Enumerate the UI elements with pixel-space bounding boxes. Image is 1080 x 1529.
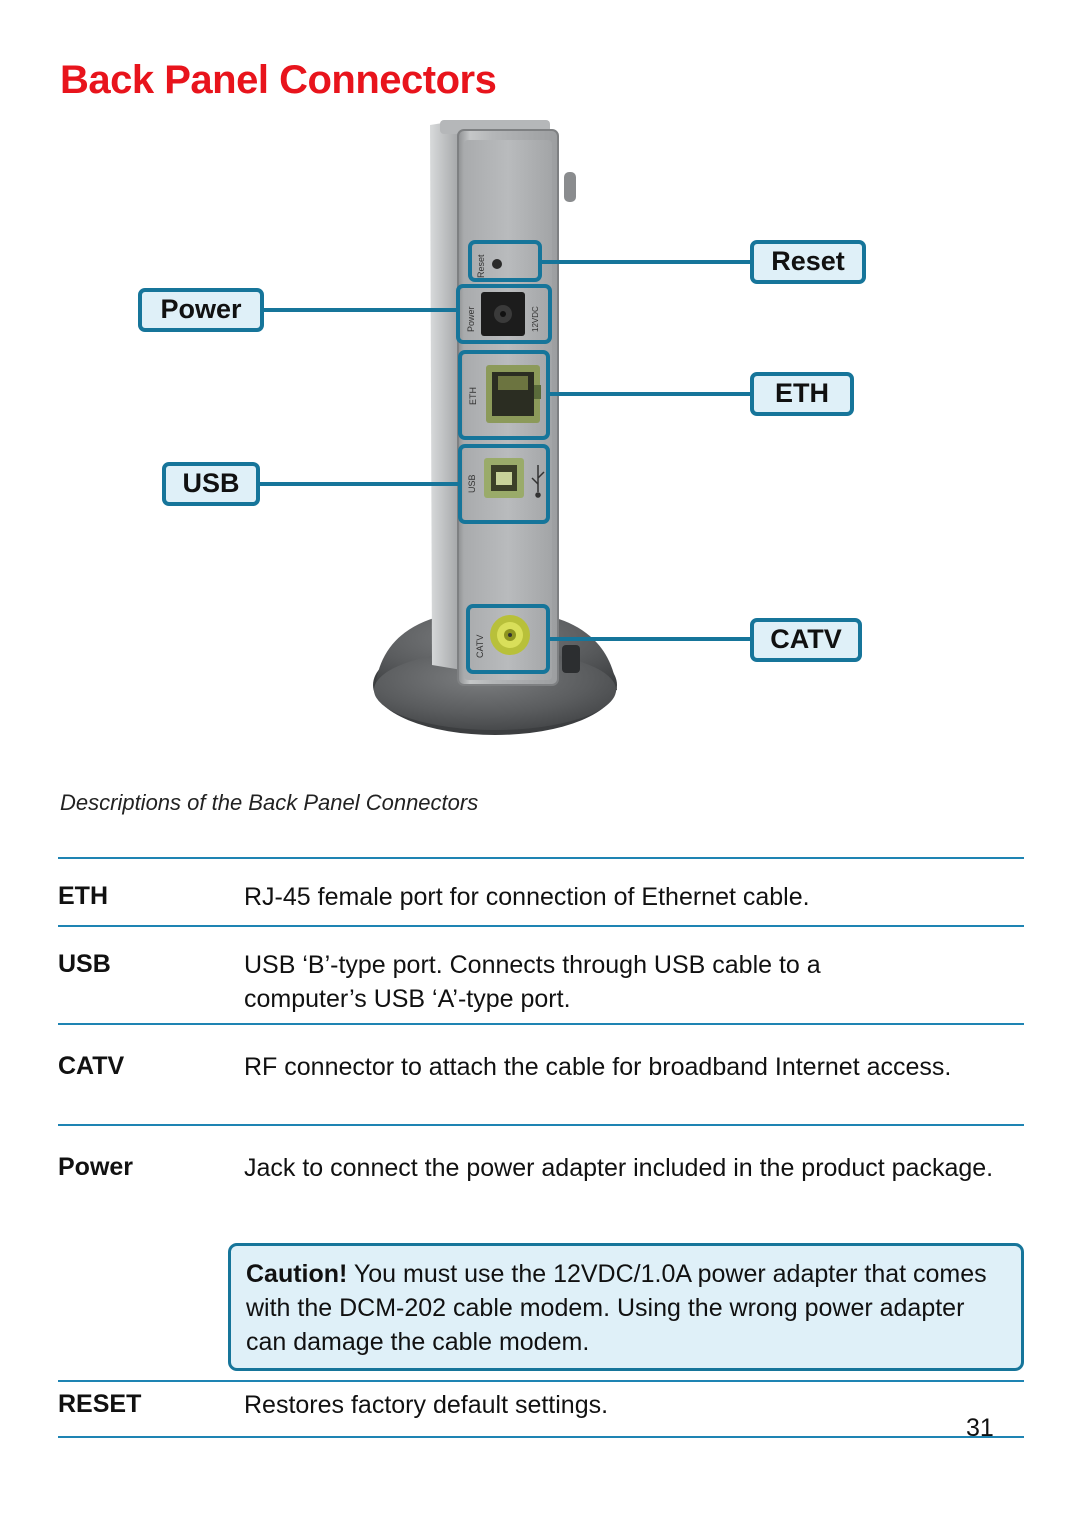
desc-eth: RJ-45 female port for connection of Ethernet cable. [244, 883, 810, 911]
desc-reset: Restores factory default settings. [244, 1391, 609, 1419]
table-rule [58, 1436, 1024, 1438]
caution-label: Caution! [246, 1260, 348, 1288]
device-label-voltage: 12VDC [531, 306, 540, 332]
device-label-usb: USB [467, 474, 477, 493]
table-rule [58, 857, 1024, 859]
table-rule [58, 1380, 1024, 1382]
callout-power: Power [138, 288, 264, 332]
device-label-eth: ETH [468, 387, 478, 405]
term-usb: USB [58, 950, 111, 978]
table-rule [58, 1023, 1024, 1025]
figure-caption: Descriptions of the Back Panel Connectors [60, 790, 479, 815]
reset-pinhole-icon [492, 259, 502, 269]
page-title: Back Panel Connectors [60, 58, 497, 102]
device-label-power: Power [466, 306, 476, 332]
callout-catv: CATV [750, 618, 862, 662]
term-eth: ETH [58, 882, 108, 910]
callout-reset: Reset [750, 240, 866, 284]
caution-text: You must use the 12VDC/1.0A power adapter that comes with the DCM-202 cable modem. Using the wrong power adapter can damage the cable modem. [246, 1260, 987, 1356]
device-label-reset: Reset [476, 254, 486, 278]
desc-catv: RF connector to attach the cable for broadband Internet access. [244, 1053, 952, 1081]
device-back-panel-figure [0, 110, 1080, 790]
page-number: 31 [966, 1414, 994, 1442]
callout-usb: USB [162, 462, 260, 506]
term-reset: RESET [58, 1390, 142, 1418]
modem-illustration [0, 110, 1080, 790]
desc-power: Jack to connect the power adapter included in the product package. [244, 1154, 994, 1182]
callout-eth: ETH [750, 372, 854, 416]
term-power: Power [58, 1153, 134, 1181]
desc-usb: USB ‘B’-type port. Connects through USB cable to a computer’s USB ‘A’-type port. [244, 951, 821, 1013]
device-label-catv: CATV [475, 634, 485, 658]
term-catv: CATV [58, 1052, 125, 1080]
catv-connector-icon [490, 615, 530, 655]
caution-note [228, 1243, 1024, 1371]
table-rule [58, 1124, 1024, 1126]
table-rule [58, 925, 1024, 927]
